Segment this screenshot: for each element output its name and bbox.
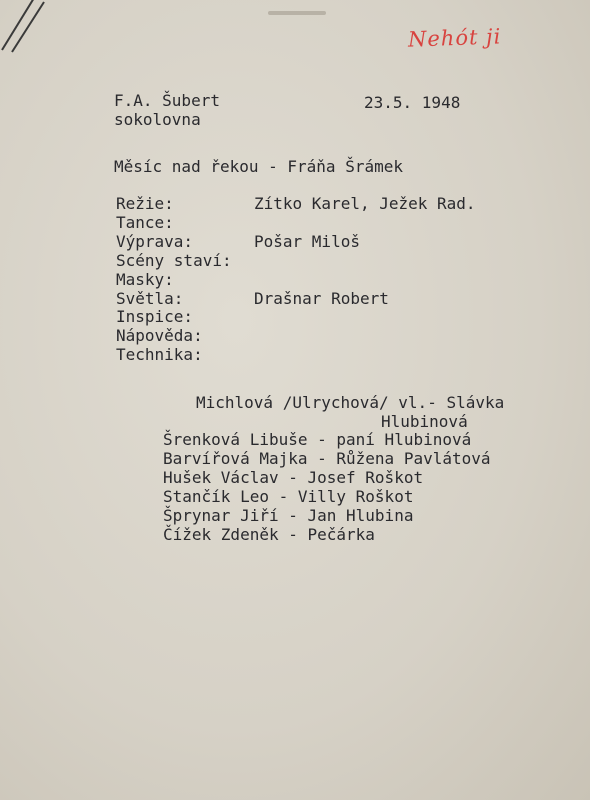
crew-role: Režie: xyxy=(116,194,174,213)
crew-name: Drašnar Robert xyxy=(254,289,389,308)
play-title: Měsíc nad řekou - Fráňa Šrámek xyxy=(114,157,403,176)
edge-pen-marks xyxy=(0,0,52,60)
cast-line: Šrenková Libuše - paní Hlubinová xyxy=(163,430,472,449)
venue-hall: sokolovna xyxy=(114,110,201,129)
handwritten-note: Nehót ji xyxy=(407,24,502,52)
cast-line: Barvířová Majka - Růžena Pavlátová xyxy=(163,449,491,468)
staple-mark xyxy=(268,11,326,15)
crew-role: Světla: xyxy=(116,289,184,308)
cast-line: Michlová /Ulrychová/ vl.- Slávka xyxy=(196,393,505,412)
venue-name: F.A. Šubert xyxy=(114,91,220,110)
cast-line: Šprynar Jiří - Jan Hlubina xyxy=(163,506,414,525)
crew-role: Tance: xyxy=(116,213,174,232)
crew-role: Masky: xyxy=(116,270,174,289)
crew-role: Technika: xyxy=(116,345,203,364)
crew-name: Zítko Karel, Ježek Rad. xyxy=(254,194,476,213)
crew-role: Inspice: xyxy=(116,307,194,326)
crew-role: Výprava: xyxy=(116,232,194,251)
crew-role: Nápověda: xyxy=(116,326,203,345)
cast-line: Stančík Leo - Villy Roškot xyxy=(163,487,414,506)
crew-role: Scény staví: xyxy=(116,251,232,270)
crew-name: Pošar Miloš xyxy=(254,232,360,251)
cast-line-continuation: Hlubinová xyxy=(381,412,468,431)
cast-line: Hušek Václav - Josef Roškot xyxy=(163,468,424,487)
performance-date: 23.5. 1948 xyxy=(364,93,461,112)
cast-line: Čížek Zdeněk - Pečárka xyxy=(163,525,375,544)
